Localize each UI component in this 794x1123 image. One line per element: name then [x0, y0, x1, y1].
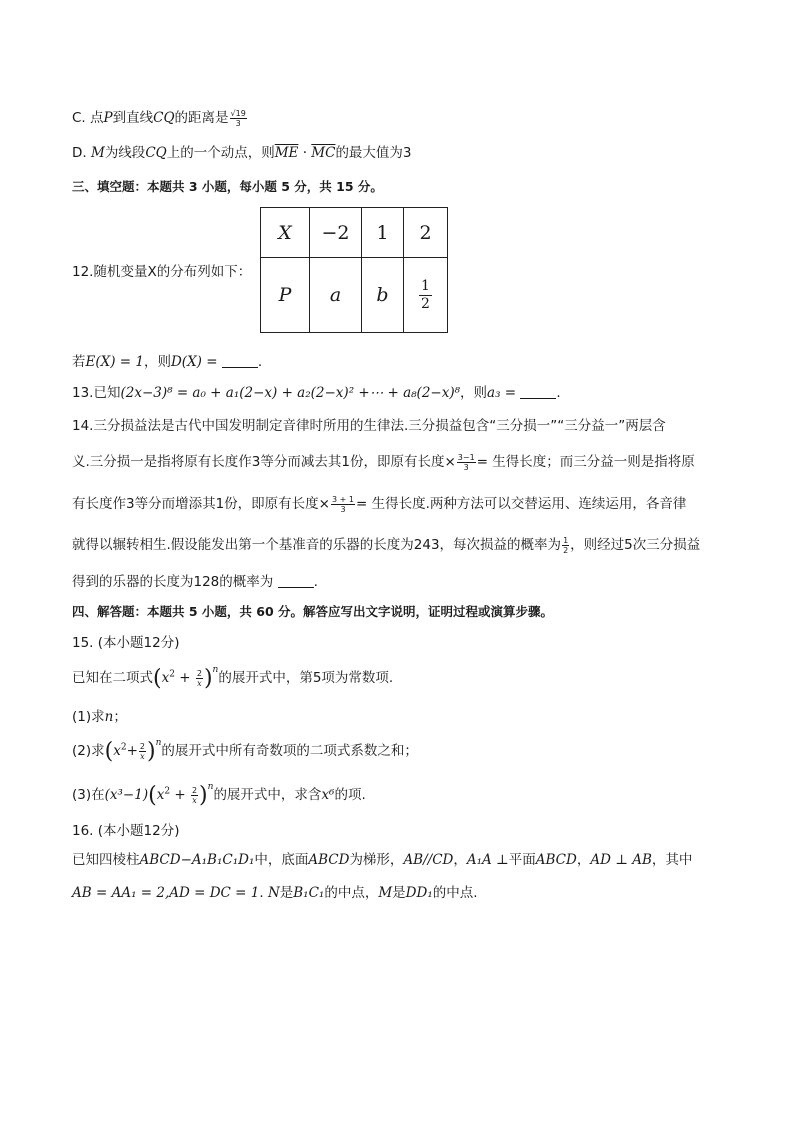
q14-line-4: 就得以辗转相生.假设能发出第一个基准音的乐器的长度为243，每次损益的概率为 $\frac{1}{2}$ ，则经过5次三分损益	[72, 535, 701, 555]
q15-part-3: (3)在$(x^3-1)(x^2$ + $\frac{2}{x}$ )$^n$的展开式中，求含x⁶的项.	[72, 782, 366, 808]
q12-condition: 若E(X) = 1，则D(X) = .	[72, 354, 263, 370]
option-c: C. 点P到直线CQ的距离是 $\frac{√19}{3}$	[72, 108, 246, 128]
table-header-value: 1	[362, 208, 404, 258]
q16-line-2: AB = AA₁ = 2,AD = DC = 1. N是B₁C₁的中点，M是DD₁的中点.	[72, 885, 478, 901]
answer-blank	[520, 384, 556, 399]
section-4-heading: 四、解答题：本题共 5 小题，共 60 分。解答应写出文字说明，证明过程或演算步骤。	[72, 604, 554, 619]
q14-line-3: 有长度作3等分而增添其1份，即原有长度× $\frac{3 + 1}{3}$ = 生得长度.两种方法可以交替运用、连续运用，各音律	[72, 494, 687, 514]
option-d: D. M为线段CQ上的一个动点，则$\overline{ME} \cdot \overline{MC}$的最大值为3	[72, 145, 412, 161]
q15-stem: 已知在二项式($x^2$ + $\frac{2}{x}$ )$^n$的展开式中，第5项为常数项.	[72, 665, 394, 691]
q16-title: 16. (本小题12分)	[72, 823, 180, 839]
q15-title: 15. (本小题12分)	[72, 635, 180, 651]
option-c-fraction: $\frac{√19}{3}$	[230, 108, 246, 128]
table-cell-b: b	[362, 258, 404, 333]
table-cell-half: $\frac{1}{2}$	[404, 258, 448, 333]
q16-line-1: 已知四棱柱ABCD−A₁B₁C₁D₁中，底面ABCD为梯形，AB//CD，A₁A ⊥平面ABCD，AD ⊥ AB，其中	[72, 852, 693, 868]
distribution-table	[260, 207, 448, 333]
q15-part-1: (1)求n；	[72, 709, 127, 725]
answer-blank	[278, 573, 314, 588]
section-3-heading: 三、填空题：本题共 3 小题，每小题 5 分，共 15 分。	[72, 179, 383, 194]
answer-blank	[222, 353, 258, 368]
q14-line-1: 14.三分损益法是古代中国发明制定音律时所用的生律法.三分损益包含“三分损一”“三分益一”两层含	[72, 418, 666, 434]
q13: 13.已知(2x−3)⁸ = a₀ + a₁(2−x) + a₂(2−x)² +⋯ + a₈(2−x)⁸，则a₃ = .	[72, 385, 561, 401]
table-header-value: −2	[310, 208, 362, 258]
q15-part-2: (2)求($x^2+$ $\frac{2}{x}$ )$^n$的展开式中所有奇数项的二项式系数之和；	[72, 738, 418, 764]
table-cell-a: a	[310, 258, 362, 333]
table-header-value: 2	[404, 208, 448, 258]
table-row-label-p: P	[261, 258, 310, 333]
q14-line-2: 义.三分损一是指将原有长度作3等分而减去其1份，即原有长度× $\frac{3-1}{3}$ = 生得长度；而三分益一则是指将原	[72, 452, 695, 472]
q14-line-5: 得到的乐器的长度为128的概率为 .	[72, 574, 318, 590]
table-header-x: X	[261, 208, 310, 258]
q12-text: 12.随机变量X的分布列如下：	[72, 264, 252, 280]
